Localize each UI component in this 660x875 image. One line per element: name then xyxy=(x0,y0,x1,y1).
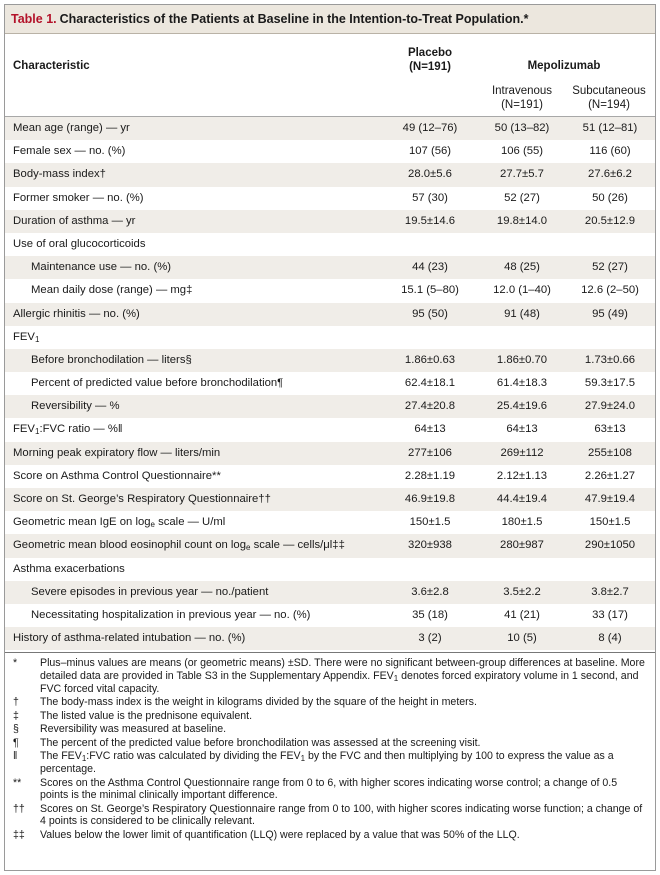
cell-subcutaneous: 8 (4) xyxy=(598,632,622,645)
cell-intravenous: 3.5±2.2 xyxy=(503,585,541,598)
footnote-text-part: Scores on St. George’s Respiratory Questionnaire range from 0 to 100, with higher scores indicating worse function; a change of 4 points is considered to be clinically relevant. xyxy=(40,802,643,828)
row-label xyxy=(13,418,123,441)
row-label-text: Morning peak expiratory flow — liters/min xyxy=(13,446,221,459)
cell-intravenous: 19.8±14.0 xyxy=(496,214,548,227)
row-label xyxy=(13,442,220,465)
footnote-text-part: The percent of the predicted value before bronchodilation was assessed at the screening visit. xyxy=(40,736,481,749)
row-label xyxy=(13,140,125,163)
cell-intravenous: 106 (55) xyxy=(500,145,544,158)
footnote-symbol: ¶ xyxy=(13,736,19,749)
row-label-text: Score on Asthma Control Questionnaire** xyxy=(13,469,221,482)
row-label-text: Duration of asthma — yr xyxy=(13,214,136,227)
footnote-text-part: Scores on the Asthma Control Questionnaire range from 0 to 6, with higher scores indicating worse control; a change of 0.5 points is the minimal clinically important difference. xyxy=(40,776,618,802)
table-number: Table 1. xyxy=(11,12,57,26)
row-label xyxy=(31,372,283,395)
cell-intravenous: 12.0 (1–40) xyxy=(493,284,551,297)
cell-intravenous: 41 (21) xyxy=(504,608,540,621)
footnote xyxy=(13,723,645,736)
cell-intravenous: 10 (5) xyxy=(507,632,537,645)
footnote-symbol: ‡ xyxy=(13,709,19,722)
row-label-text: Use of oral glucocorticoids xyxy=(13,237,146,250)
cell-placebo: 35 (18) xyxy=(412,608,448,621)
table-title: Characteristics of the Patients at Baseline in the Intention-to-Treat Population.* xyxy=(59,12,529,26)
row-label-subscript: e xyxy=(246,543,251,553)
footnote xyxy=(13,696,645,709)
row-label-text: Necessitating hospitalization in previous year — no. (%) xyxy=(31,608,311,621)
table-row xyxy=(5,279,655,302)
cell-subcutaneous: 50 (26) xyxy=(592,191,628,204)
row-label xyxy=(31,604,310,627)
row-label xyxy=(31,279,192,302)
cell-placebo: 57 (30) xyxy=(412,191,448,204)
footnote-symbol: † xyxy=(13,696,19,709)
row-label xyxy=(31,581,268,604)
cell-placebo: 3.6±2.8 xyxy=(411,585,449,598)
column-subcutaneous xyxy=(567,84,651,112)
cell-subcutaneous: 2.26±1.27 xyxy=(584,469,636,482)
cell-placebo: 107 (56) xyxy=(408,145,452,158)
cell-intravenous: 64±13 xyxy=(506,423,538,436)
table-row xyxy=(5,511,655,534)
table-row xyxy=(5,534,655,557)
row-label-text: FEV xyxy=(13,330,35,343)
footnote-text-part: Values below the lower limit of quantification (LLQ) were replaced by a value that was 50% of the LLQ. xyxy=(40,829,520,842)
footnote-symbol: ‡‡ xyxy=(13,829,25,842)
footnote-text xyxy=(40,737,645,750)
footnote xyxy=(13,777,645,802)
row-label xyxy=(13,627,245,650)
cell-subcutaneous: 12.6 (2–50) xyxy=(581,284,639,297)
row-label xyxy=(31,395,120,418)
row-label-text: Severe episodes in previous year — no./patient xyxy=(31,585,269,598)
column-group-mepolizumab: Mepolizumab xyxy=(527,60,601,72)
footnote-text xyxy=(40,803,645,828)
subcutaneous-n: (N=194) xyxy=(588,99,630,111)
table-row xyxy=(5,395,655,418)
footnote-text xyxy=(40,750,645,775)
cell-intravenous: 48 (25) xyxy=(504,261,540,274)
row-label xyxy=(13,163,106,186)
row-label-subscript: e xyxy=(150,520,155,530)
cell-subcutaneous: 51 (12–81) xyxy=(582,122,638,134)
cell-subcutaneous: 1.73±0.66 xyxy=(584,353,636,366)
table-row xyxy=(5,233,655,256)
cell-placebo: 64±13 xyxy=(414,423,446,436)
placebo-label: Placebo xyxy=(407,47,453,59)
cell-subcutaneous: 59.3±17.5 xyxy=(584,377,636,390)
row-label-suffix: :FVC ratio — %‖ xyxy=(39,423,123,436)
table-row xyxy=(5,210,655,233)
footnote-text xyxy=(40,696,645,709)
cell-intravenous: 2.12±1.13 xyxy=(496,469,548,482)
footnote-subscript: 1 xyxy=(81,754,87,764)
footnote-text xyxy=(40,710,645,723)
table-row xyxy=(5,558,655,581)
row-label xyxy=(31,349,192,372)
footnote xyxy=(13,657,645,695)
table-row xyxy=(5,117,655,140)
cell-intravenous: 280±987 xyxy=(500,539,544,552)
cell-intravenous: 25.4±19.6 xyxy=(496,400,548,413)
cell-placebo: 46.9±19.8 xyxy=(404,493,456,505)
row-label-text: Mean daily dose (range) — mg‡ xyxy=(31,284,193,297)
cell-placebo: 49 (12–76) xyxy=(402,122,458,134)
cell-placebo: 19.5±14.6 xyxy=(404,214,456,227)
cell-subcutaneous: 47.9±19.4 xyxy=(584,493,636,505)
table-title-bar xyxy=(5,5,655,34)
cell-placebo: 27.4±20.8 xyxy=(404,400,456,413)
footnote-text-part: Reversibility was measured at baseline. xyxy=(40,723,227,736)
row-label xyxy=(13,558,125,581)
row-label-text: Body-mass index† xyxy=(13,168,106,181)
row-label-text: Former smoker — no. (%) xyxy=(13,191,144,204)
table-row xyxy=(5,581,655,604)
footnote-text-part: Plus–minus values are means (or geometric means) ±SD. There were no significant between-group differences at baseline. More detailed data are provided in Table S3 in the Supplementary Appendix. FEV xyxy=(40,657,645,682)
table-row xyxy=(5,163,655,186)
footnote xyxy=(13,737,645,750)
cell-subcutaneous: 3.8±2.7 xyxy=(591,585,629,598)
row-label xyxy=(13,187,144,210)
cell-subcutaneous: 33 (17) xyxy=(592,608,628,621)
row-label xyxy=(13,534,345,557)
footnote xyxy=(13,710,645,723)
row-label-subscript: 1 xyxy=(34,427,40,437)
row-label xyxy=(13,511,225,534)
cell-intravenous: 1.86±0.70 xyxy=(496,353,548,366)
footnote-text xyxy=(40,829,645,842)
row-label xyxy=(13,117,130,140)
cell-placebo: 3 (2) xyxy=(418,632,442,645)
cell-placebo: 44 (23) xyxy=(412,261,448,274)
footnote-text-part: denotes forced expiratory volume in 1 second, and FVC forced vital capacity. xyxy=(40,669,639,695)
table-row xyxy=(5,488,655,511)
row-label-text: Female sex — no. (%) xyxy=(13,145,126,158)
footnote-text-part: The FEV xyxy=(40,750,82,763)
cell-placebo: 1.86±0.63 xyxy=(404,353,456,366)
table-row xyxy=(5,465,655,488)
footnote-text-part: The listed value is the prednisone equivalent. xyxy=(40,709,253,722)
row-label-suffix: scale — cells/μl‡‡ xyxy=(250,539,345,552)
table-row xyxy=(5,372,655,395)
row-label-text: Asthma exacerbations xyxy=(13,562,125,575)
row-label-text: Allergic rhinitis — no. (%) xyxy=(13,307,140,320)
row-label-text: Mean age (range) — yr xyxy=(13,122,130,134)
cell-subcutaneous: 255±108 xyxy=(588,446,632,459)
row-label xyxy=(13,488,271,511)
cell-intravenous: 91 (48) xyxy=(504,307,540,320)
table-row xyxy=(5,442,655,465)
cell-placebo: 95 (50) xyxy=(412,307,448,320)
table-row xyxy=(5,326,655,349)
table-row xyxy=(5,349,655,372)
footnote-text xyxy=(40,657,645,695)
intravenous-label: Intravenous xyxy=(491,85,553,97)
column-placebo xyxy=(393,46,467,74)
table-row xyxy=(5,187,655,210)
table-row xyxy=(5,604,655,627)
cell-subcutaneous: 150±1.5 xyxy=(589,516,631,529)
row-label-text: Before bronchodilation — liters§ xyxy=(31,353,192,366)
cell-subcutaneous: 27.6±6.2 xyxy=(588,168,632,181)
footnote-text xyxy=(40,777,645,802)
footnotes xyxy=(5,653,655,841)
placebo-n: (N=191) xyxy=(409,61,451,73)
cell-placebo: 320±938 xyxy=(408,539,452,552)
row-label xyxy=(13,233,146,256)
table-row xyxy=(5,256,655,279)
footnote-text-part: by the FVC and then multiplying by 100 to express the value as a percentage. xyxy=(40,750,614,776)
row-label xyxy=(13,210,135,233)
row-label xyxy=(13,326,39,349)
column-characteristic: Characteristic xyxy=(13,60,90,72)
cell-intravenous: 180±1.5 xyxy=(501,516,543,529)
cell-intravenous: 269±112 xyxy=(500,446,544,459)
table-row xyxy=(5,418,655,441)
footnote-subscript: 1 xyxy=(300,754,306,764)
cell-subcutaneous: 52 (27) xyxy=(592,261,628,274)
column-intravenous xyxy=(479,84,565,112)
footnote xyxy=(13,829,645,842)
row-label-text: Geometric mean IgE on log xyxy=(13,516,151,529)
row-label xyxy=(13,465,221,488)
intravenous-n: (N=191) xyxy=(501,99,543,111)
cell-placebo: 277±106 xyxy=(408,446,452,459)
row-label-text: Percent of predicted value before bronchodilation¶ xyxy=(31,377,284,390)
footnote-text xyxy=(40,723,645,736)
footnote-text-part: The body-mass index is the weight in kilograms divided by the square of the height in meters. xyxy=(40,696,477,709)
row-label-subscript: 1 xyxy=(34,334,40,344)
footnote-symbol: § xyxy=(13,723,19,736)
row-label-text: History of asthma-related intubation — no. (%) xyxy=(13,632,246,645)
footnote-symbol: †† xyxy=(13,802,25,815)
footnote xyxy=(13,803,645,828)
cell-placebo: 62.4±18.1 xyxy=(404,377,456,390)
row-label-text: Score on St. George’s Respiratory Questionnaire†† xyxy=(13,493,271,505)
cell-subcutaneous: 290±1050 xyxy=(584,539,636,552)
cell-intravenous: 61.4±18.3 xyxy=(496,377,548,390)
cell-intravenous: 27.7±5.7 xyxy=(500,168,544,181)
cell-placebo: 2.28±1.19 xyxy=(404,469,456,482)
table-body xyxy=(5,117,655,650)
column-header xyxy=(5,34,655,117)
footnote-text-part: :FVC ratio was calculated by dividing the FEV xyxy=(86,750,301,763)
cell-subcutaneous: 27.9±24.0 xyxy=(584,400,636,413)
cell-subcutaneous: 63±13 xyxy=(594,423,626,436)
table-row xyxy=(5,140,655,163)
row-label-suffix: scale — U/ml xyxy=(154,516,226,529)
cell-subcutaneous: 95 (49) xyxy=(592,307,628,320)
cell-placebo: 28.0±5.6 xyxy=(408,168,452,181)
table-row xyxy=(5,303,655,326)
cell-placebo: 15.1 (5–80) xyxy=(401,284,459,297)
cell-subcutaneous: 20.5±12.9 xyxy=(584,214,636,227)
row-label-text: FEV xyxy=(13,423,35,436)
footnote-symbol: ** xyxy=(13,776,22,789)
cell-intravenous: 44.4±19.4 xyxy=(496,493,548,505)
row-label xyxy=(31,256,171,279)
table-row xyxy=(5,627,655,650)
footnote-symbol: ‖ xyxy=(13,750,18,763)
table-frame xyxy=(4,4,656,871)
subcutaneous-label: Subcutaneous xyxy=(572,85,646,97)
row-label-text: Maintenance use — no. (%) xyxy=(31,261,172,274)
row-label-text: Reversibility — % xyxy=(31,400,120,413)
cell-placebo: 150±1.5 xyxy=(409,516,451,529)
cell-intravenous: 52 (27) xyxy=(504,191,540,204)
cell-subcutaneous: 116 (60) xyxy=(589,145,631,158)
footnote-symbol: * xyxy=(13,657,18,670)
footnote-subscript: 1 xyxy=(393,673,399,683)
footnote xyxy=(13,750,645,775)
row-label xyxy=(13,303,140,326)
cell-intravenous: 50 (13–82) xyxy=(494,122,550,134)
row-label-text: Geometric mean blood eosinophil count on log xyxy=(13,539,246,552)
